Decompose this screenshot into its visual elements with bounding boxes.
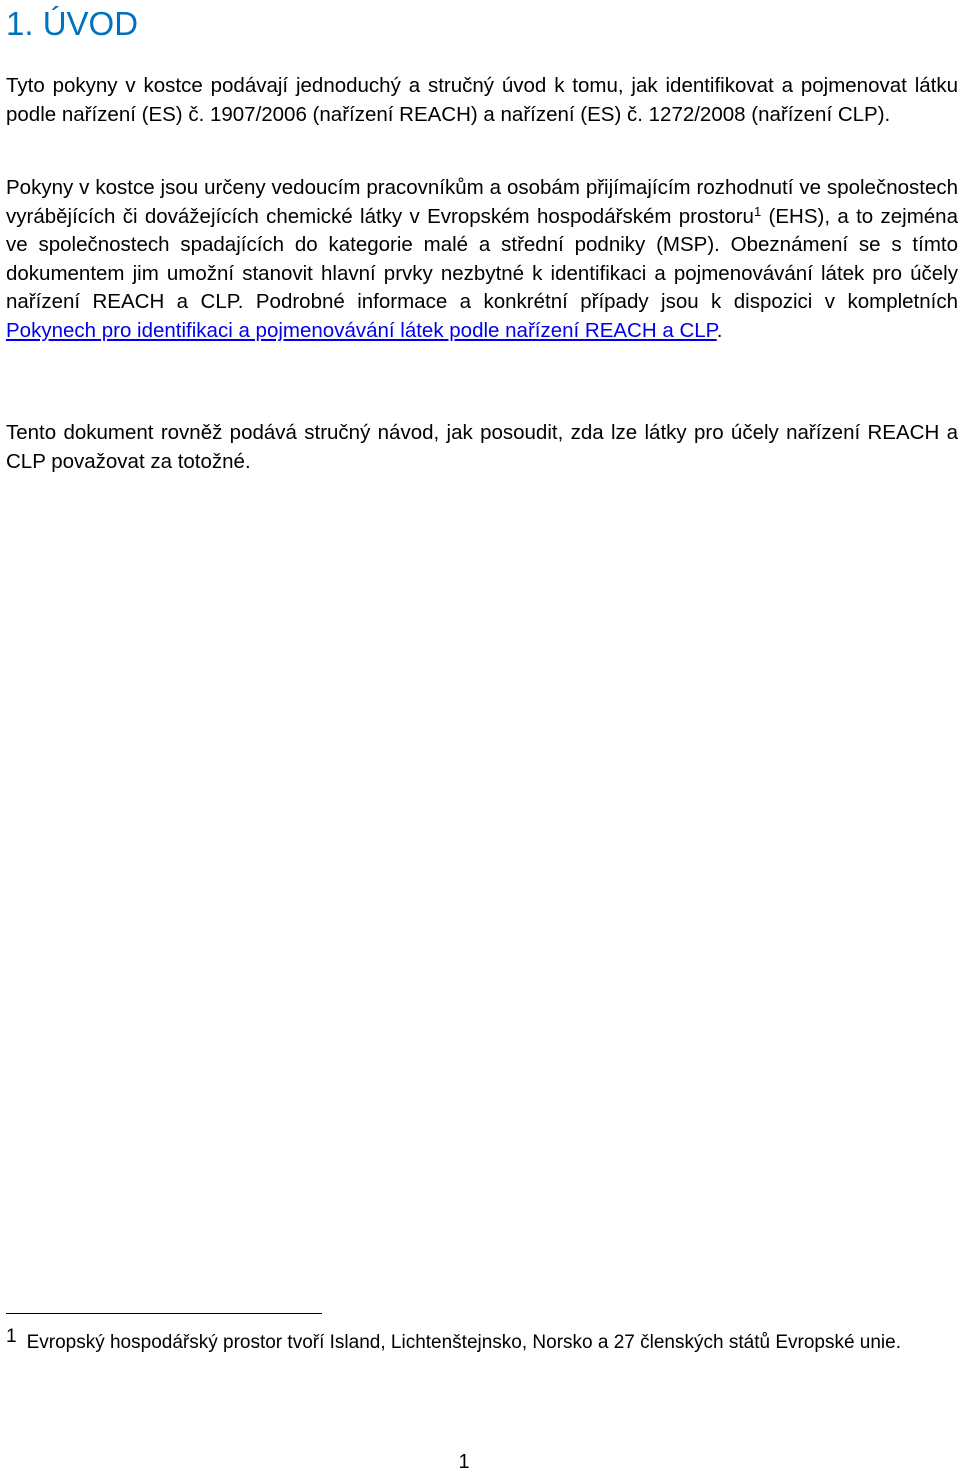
section-heading: 1. ÚVOD <box>6 5 139 42</box>
footnote-text: Evropský hospodářský prostor tvoří Island, Lichtenštejnsko, Norsko a 27 členských států Evropské unie. <box>26 1332 901 1353</box>
footnote-separator <box>6 1313 322 1314</box>
audience-text-middle: (EHS), a to zejména ve společnostech spadajících do kategorie malé a střední podniky (MSP). Obeznámení se s tímto dokumentem jim umožní stanovit hlavní prvky nezbytné k identifikaci a pojmenovávání látek pro účely nařízení REACH a CLP. Podrobné informace a konkrétní případy jsou k dispozici v kompletních <box>6 204 958 313</box>
audience-text-start: Pokyny v kostce jsou určeny vedoucím pracovníkům a osobám přijímajícím rozhodnutí ve společnostech vyrábějících či dovážejících chemické látky v Evropském hospodářském prostoru <box>6 176 958 228</box>
page-number: 1 <box>458 1451 470 1473</box>
guidance-link[interactable]: Pokynech pro identifikaci a pojmenovávání látek podle nařízení REACH a CLP <box>6 318 717 342</box>
intro-paragraph: Tyto pokyny v kostce podávají jednoduchý a stručný úvod k tomu, jak identifikovat a pojmenovat látku podle nařízení (ES) č. 1907/2006 (nařízení REACH) a nařízení (ES) č. 1272/2008 (nařízení CLP). <box>6 74 958 126</box>
audience-paragraph <box>6 174 958 345</box>
audience-text-end: . <box>716 318 723 342</box>
sameness-paragraph: Tento dokument rovněž podává stručný návod, jak posoudit, zda lze látky pro účely nařízení REACH a CLP považovat za totožné. <box>6 421 958 473</box>
footnote <box>6 1326 958 1356</box>
footnote-reference[interactable]: 1 <box>753 203 762 219</box>
footnote-number: 1 <box>6 1326 17 1347</box>
